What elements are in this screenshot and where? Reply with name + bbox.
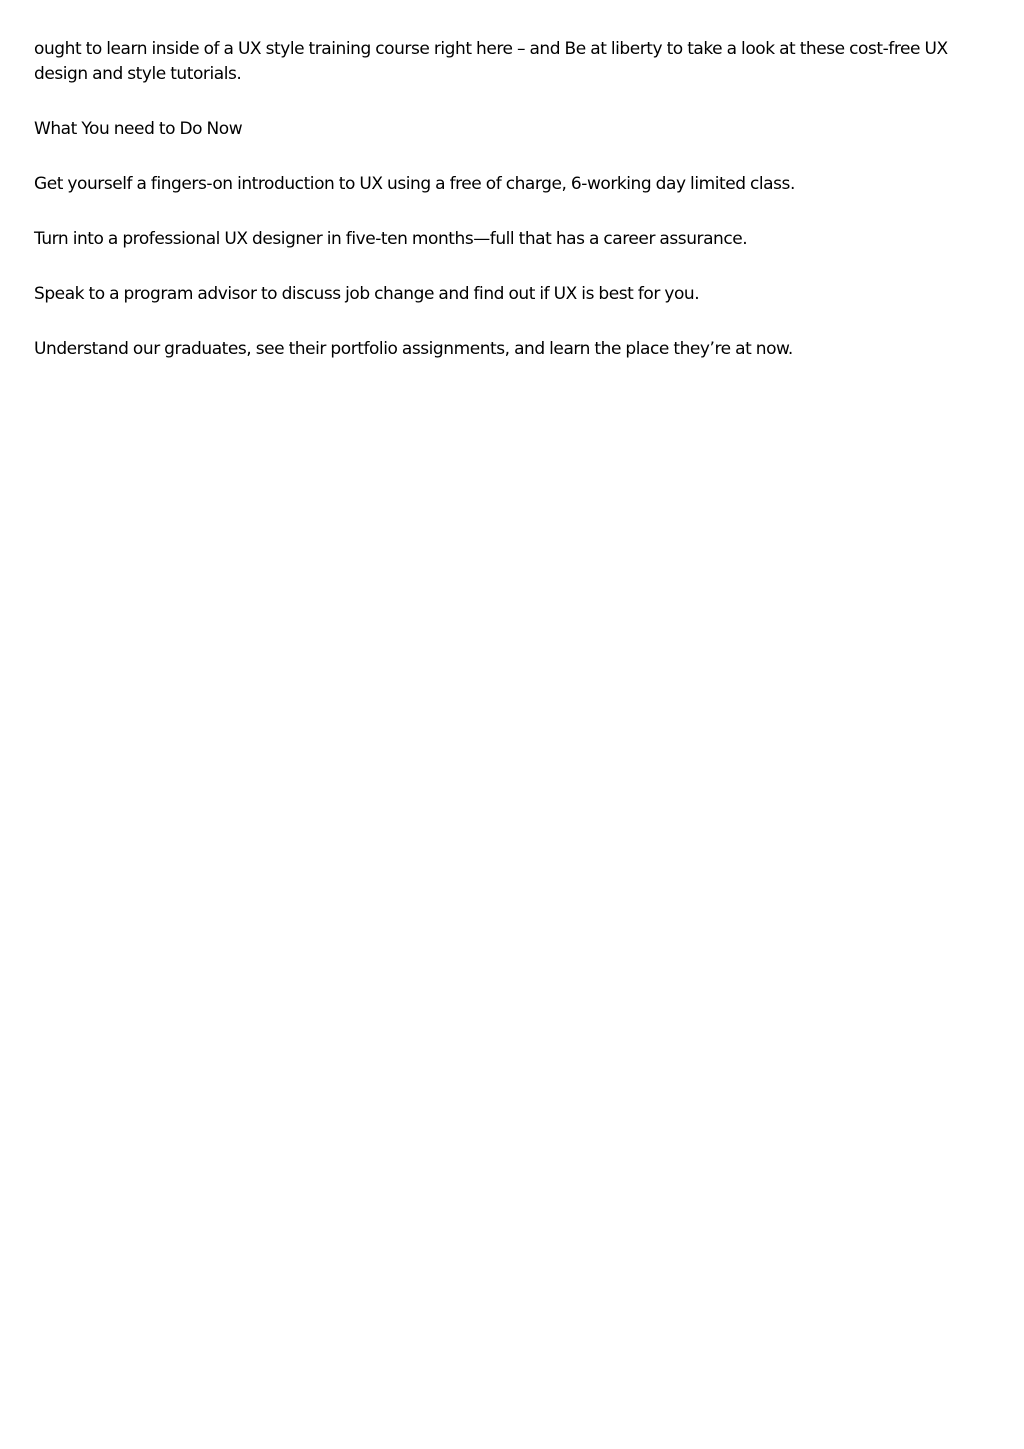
paragraph-graduates: Understand our graduates, see their portfolio assignments, and learn the place they’re at now. — [34, 339, 793, 359]
paragraph-intro: ought to learn inside of a UX style training course right here – and Be at liberty to take a look at these cost-free UX design and style tutorials. — [34, 39, 948, 84]
paragraph-intro-course: Get yourself a fingers-on introduction to UX using a free of charge, 6-working day limited class. — [34, 174, 795, 194]
paragraph-professional: Turn into a professional UX designer in five-ten months—full that has a career assurance. — [34, 229, 748, 249]
section-heading: What You need to Do Now — [34, 119, 243, 139]
paragraph-advisor: Speak to a program advisor to discuss job change and find out if UX is best for you. — [34, 284, 700, 304]
document-body — [34, 37, 984, 392]
